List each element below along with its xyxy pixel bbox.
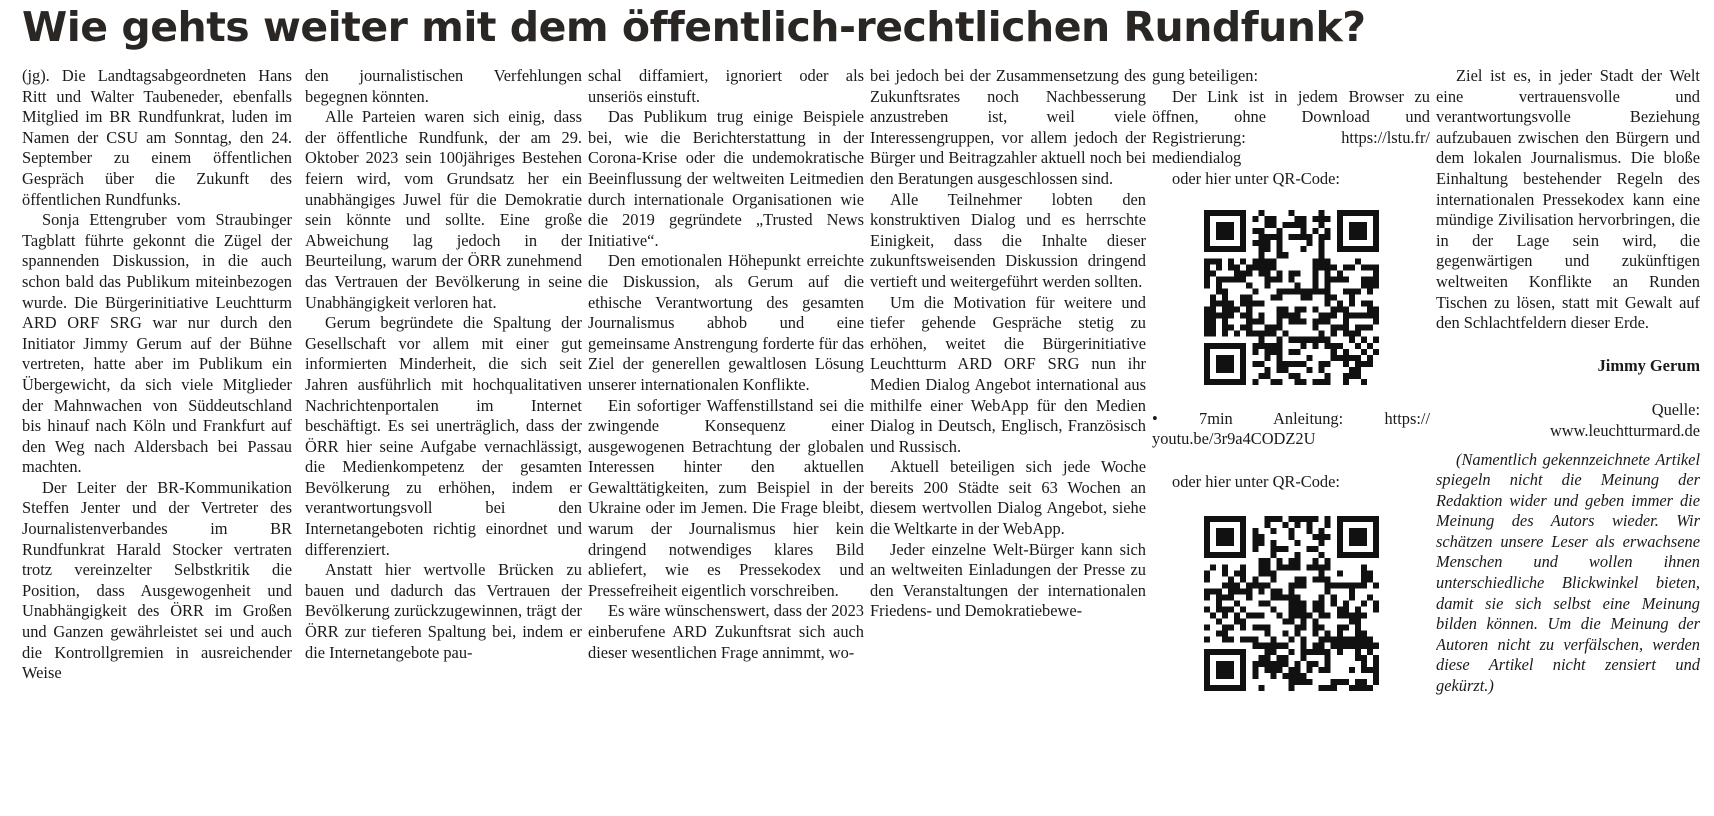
article-column-4 xyxy=(870,66,1146,811)
author-byline: Jimmy Gerum xyxy=(1597,355,1700,375)
paragraph: Ziel ist es, in jeder Stadt der Welt eine vertrauensvolle und verantwortungsvolle Beziehung aufzubauen zwischen den Bürgern und dem lokalen Journalismus. Die bloße Einhaltung bestehender Regeln des internationalen Pressekodex kann eine mündige Zivilisation hervorbringen, die in der Lage sein wird, die gegenwärtigen und zukünftigen weltweiten Konflikte an Runden Tischen zu lösen, statt mit Gewalt auf den Schlachtfeldern dieser Erde. xyxy=(1436,66,1700,333)
paragraph: Alle Parteien waren sich einig, dass der öffentliche Rundfunk, der am 29. Oktober 2023 sein 100jähriges Bestehen feiern wird, vom Grundsatz her ein unabhängiges Juwel für die Demokratie sein könnte und sollte. Eine große Abweichung lag jedoch in der Beurteilung, warum der ÖRR zunehmend das Vertrauen der Bevölkerung in seine Unabhängigkeit verloren hat. xyxy=(305,107,582,312)
paragraph: Aktuell beteiligen sich jede Woche bereits 200 Städte seit 63 Wochen an diesem wertvollen Dialog Angebot, siehe die Weltkarte in der WebApp. xyxy=(870,457,1146,539)
source-url: www.leuchtturmard.de xyxy=(1549,420,1700,440)
qr-caption: oder hier unter QR-Code: xyxy=(1172,471,1340,491)
paragraph: den journalistischen Verfehlungen begegnen könnten. xyxy=(305,66,582,106)
video-link-paragraph: • 7min Anleitung: https:// youtu.be/3r9a4CODZ2U xyxy=(1152,408,1430,449)
paragraph: Das Publikum trug einige Beispiele bei, wie die Berichterstattung in der Corona-Krise oder die undemokratische Beeinflussung der weltweiten Leitmedien durch internationale Organisationen wie die 2019 gegründete „Trusted News Initiative“. xyxy=(588,107,864,250)
article-column-1 xyxy=(22,66,292,811)
qr-code-icon[interactable] xyxy=(1204,210,1379,385)
paragraph: Jeder einzelne Welt-Bürger kann sich an weltweiten Einladungen der Presse zu den Veranstaltungen der internationalen Friedens- und Demokratiebewe- xyxy=(870,539,1146,621)
paragraph: Um die Motivation für weitere und tiefer gehende Gespräche stetig zu erhöhen, weitet die Bürgerinitiative Leuchtturm ARD ORF SRG nun ihr Medien Dialog Angebot international aus mithilfe einer WebApp für den Medien Dialog in Deutsch, Englisch, Französisch und Russisch. xyxy=(870,292,1146,456)
paragraph: Es wäre wünschenswert, dass der 2023 einberufene ARD Zukunftsrat sich auch dieser wesentlichen Frage annimmt, wo- xyxy=(588,601,864,662)
paragraph: Alle Teilnehmer lobten den konstruktiven Dialog und es herrschte Einigkeit, dass die Inhalte dieser zukunftsweisenden Diskussion dringend vertieft und weitergeführt werden sollten. xyxy=(870,189,1146,291)
link-paragraph: Der Link ist in jedem Browser zu öffnen, ohne Download und Registrierung: https://lstu.fr/ mediendialog xyxy=(1152,86,1430,168)
article-column-5 xyxy=(1152,66,1430,811)
editorial-disclaimer: (Namentlich gekennzeichnete Artikel spiegeln nicht die Meinung der Redaktion wider und geben immer die Meinung des Autors wieder. Wir schätzen unsere Leser als erwachsene Menschen und wollen ihnen unterschiedliche Blickwinkel bieten, damit sie sich selbst eine Meinung bilden können. Um die Meinung der Autoren nicht zu verfälschen, werden diese Artikel nicht zensiert und gekürzt.) xyxy=(1436,449,1700,696)
qr-caption: oder hier unter QR-Code: xyxy=(1172,168,1340,188)
paragraph: Gerum begründete die Spaltung der Gesellschaft vor allem mit einer gut informierten Minderheit, die sich seit Jahren ausführlich mit hochqualitativen Nachrichtenportalen im Internet beschäftigt. Es sei unerträglich, dass der ÖRR hier seine Aufgabe vernachlässigt, die Medienkompetenz der gesamten Bevölkerung zu erhöhen, indem er verantwortungsvoll bei den Internetangeboten richtig einordnet und differenziert. xyxy=(305,313,582,559)
paragraph: Ein sofortiger Waffenstillstand sei die zwingende Konsequenz einer ausgewogenen Betrachtung der globalen Interessen hinter den aktuellen Gewalttätigkeiten, zum Beispiel in der Ukraine oder im Jemen. Die Frage bleibt, warum der Journalismus hier kein dringend notwendiges klares Bild abliefert, wie es Pressekodex und Pressefreiheit eigentlich vorschreiben. xyxy=(588,395,864,600)
source-label: Quelle: xyxy=(1651,400,1700,420)
paragraph: schal diffamiert, ignoriert oder als unseriös einstuft. xyxy=(588,66,864,106)
paragraph: Anstatt hier wertvolle Brücken zu bauen und dadurch das Vertrauen der Bevölkerung zurückzugewinnen, trägt der ÖRR zur tieferen Spaltung bei, indem er die Internetangebote pau- xyxy=(305,560,582,662)
paragraph: gung beteiligen: xyxy=(1152,66,1259,85)
article-column-6 xyxy=(1436,66,1700,811)
paragraph: Der Leiter der BR-Kommunikation Steffen Jenter und der Vertreter des Journalistenverbandes im BR Rundfunkrat Harald Stocker vertraten trotz vereinzelter Selbstkritik die Position, dass Ausgewogenheit und Unabhängigkeit des ÖRR im Großen und Ganzen gewährleistet sei und auch die Kontrollgremien in ausreichender Weise xyxy=(22,477,292,683)
article-column-3 xyxy=(588,66,864,811)
paragraph: (jg). Die Landtagsabgeordneten Hans Ritt und Walter Taubeneder, ebenfalls Mitglied im BR Rundfunkrat, luden im Namen der CSU am Sonntag, den 24. September zu einem öffentlichen Gespräch über die Zukunft des öffentlichen Rundfunks. xyxy=(22,66,292,209)
article-column-2 xyxy=(305,66,582,811)
paragraph: Den emotionalen Höhepunkt erreichte die Diskussion, als Gerum auf die ethische Verantwortung des gesamten Journalismus abhob und eine gemeinsame Anstrengung forderte für das Ziel der generellen gewaltlosen Lösung unserer internationalen Konflikte. xyxy=(588,251,864,394)
paragraph: Sonja Ettengruber vom Straubinger Tagblatt führte gekonnt die Zügel der spannenden Diskussion, in die auch schon bald das Publikum miteinbezogen wurde. Die Bürgerinitiative Leuchtturm ARD ORF SRG war nur durch den Initiator Jimmy Gerum auf der Bühne vertreten, hatte aber im Publikum ein Übergewicht, da sich viele Mitglieder der Mahnwachen von Süddeutschland bis hinauf nach Köln und Frankfurt auf den Weg nach Aldersbach bei Passau machten. xyxy=(22,210,292,477)
paragraph: bei jedoch bei der Zusammensetzung des Zukunftsrates noch Nachbesserung anzustreben ist, weil viele Interessengruppen, vor allem jedoch der Bürger und Beitragzahler aktuell noch bei den Beratungen ausgeschlossen sind. xyxy=(870,66,1146,188)
article-headline: Wie gehts weiter mit dem öffentlich-rechtlichen Rundfunk? xyxy=(22,3,1366,51)
qr-code-icon[interactable] xyxy=(1204,516,1379,691)
